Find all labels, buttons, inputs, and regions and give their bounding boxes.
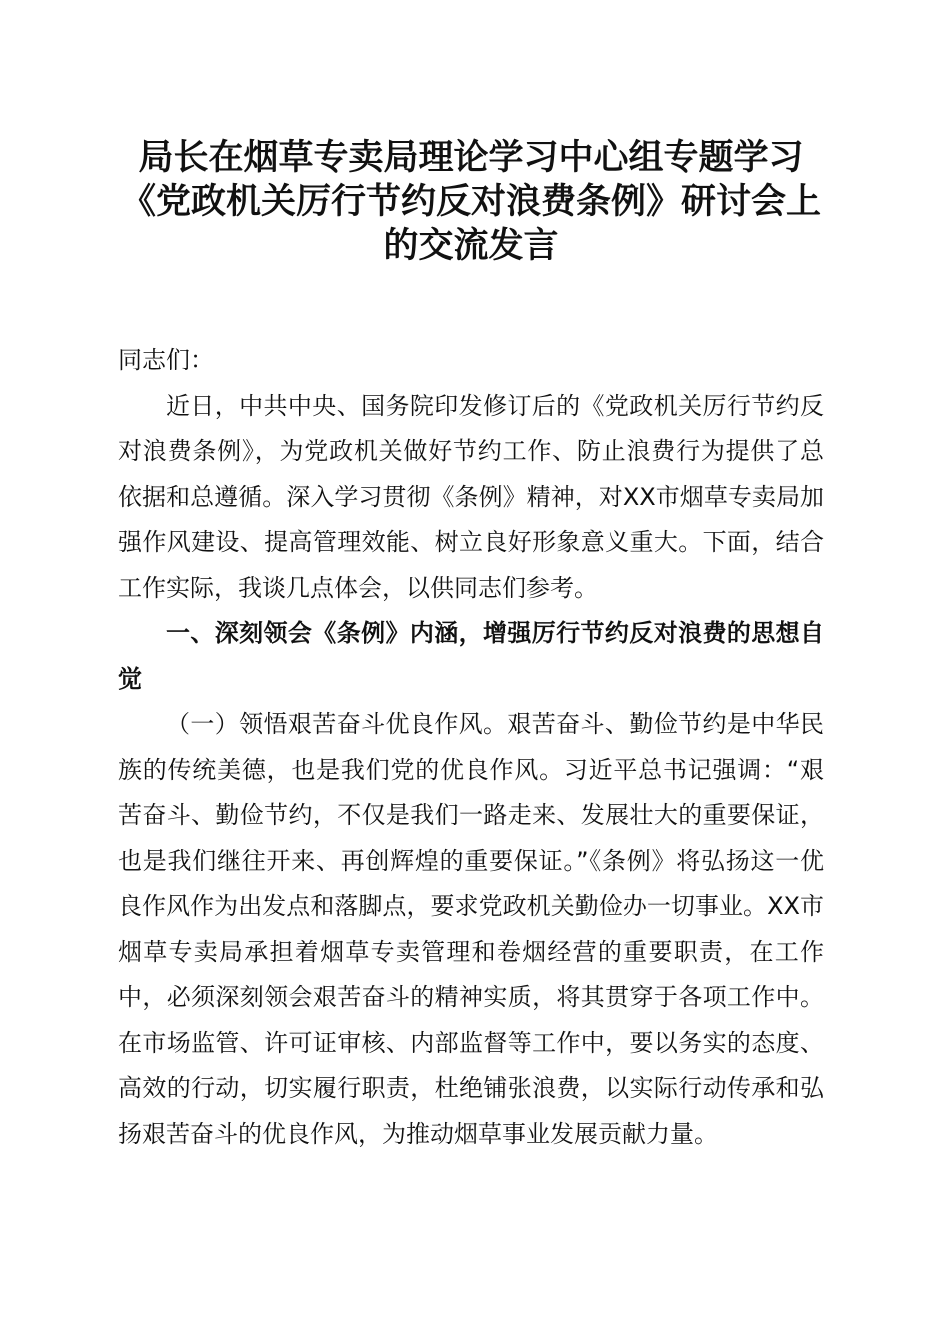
subsection-paragraph-1 bbox=[118, 702, 824, 1157]
section-heading-1: 一、深刻领会《条例》内涵，增强厉行节约反对浪费的思想自觉 bbox=[118, 619, 824, 693]
title-line-1: 局长在烟草专卖局理论学习中心组专题学习 bbox=[138, 137, 804, 178]
document-title bbox=[118, 136, 824, 268]
subsection-body-1: 艰苦奋斗、勤俭节约是中华民族的传统美德，也是我们党的优良作风。习近平总书记强调：“艰苦奋斗、勤俭节约，不仅是我们一路走来、发展壮大的重要保证，也是我们继往开来、再创辉煌的重要保证。”《条例》将弘扬这一优良作风作为出发点和落脚点，要求党政机关勤俭办一切事业。XX市烟草专卖局承担着烟草专卖管理和卷烟经营的重要职责，在工作中，必须深刻领会艰苦奋斗的精神实质，将其贯穿于各项工作中。在市场监管、许可证审核、内部监督等工作中，要以务实的态度、高效的行动，切实履行职责，杜绝铺张浪费，以实际行动传承和弘扬艰苦奋斗的优良作风，为推动烟草事业发展贡献力量。 bbox=[118, 710, 825, 1148]
title-line-2: 《党政机关厉行节约反对浪费条例》研讨会上 bbox=[120, 181, 821, 222]
salutation: 同志们： bbox=[118, 346, 214, 374]
document-page bbox=[118, 136, 824, 1157]
subsection-heading-1: （一）领悟艰苦奋斗优良作风。 bbox=[166, 710, 508, 738]
intro-paragraph: 近日，中共中央、国务院印发修订后的《党政机关厉行节约反对浪费条例》，为党政机关做好节约工作、防止浪费行为提供了总依据和总遵循。深入学习贯彻《条例》精神，对XX市烟草专卖局加强作风建设、提高管理效能、树立良好形象意义重大。下面，结合工作实际，我谈几点体会，以供同志们参考。 bbox=[118, 391, 824, 602]
title-line-3: 的交流发言 bbox=[383, 225, 559, 266]
